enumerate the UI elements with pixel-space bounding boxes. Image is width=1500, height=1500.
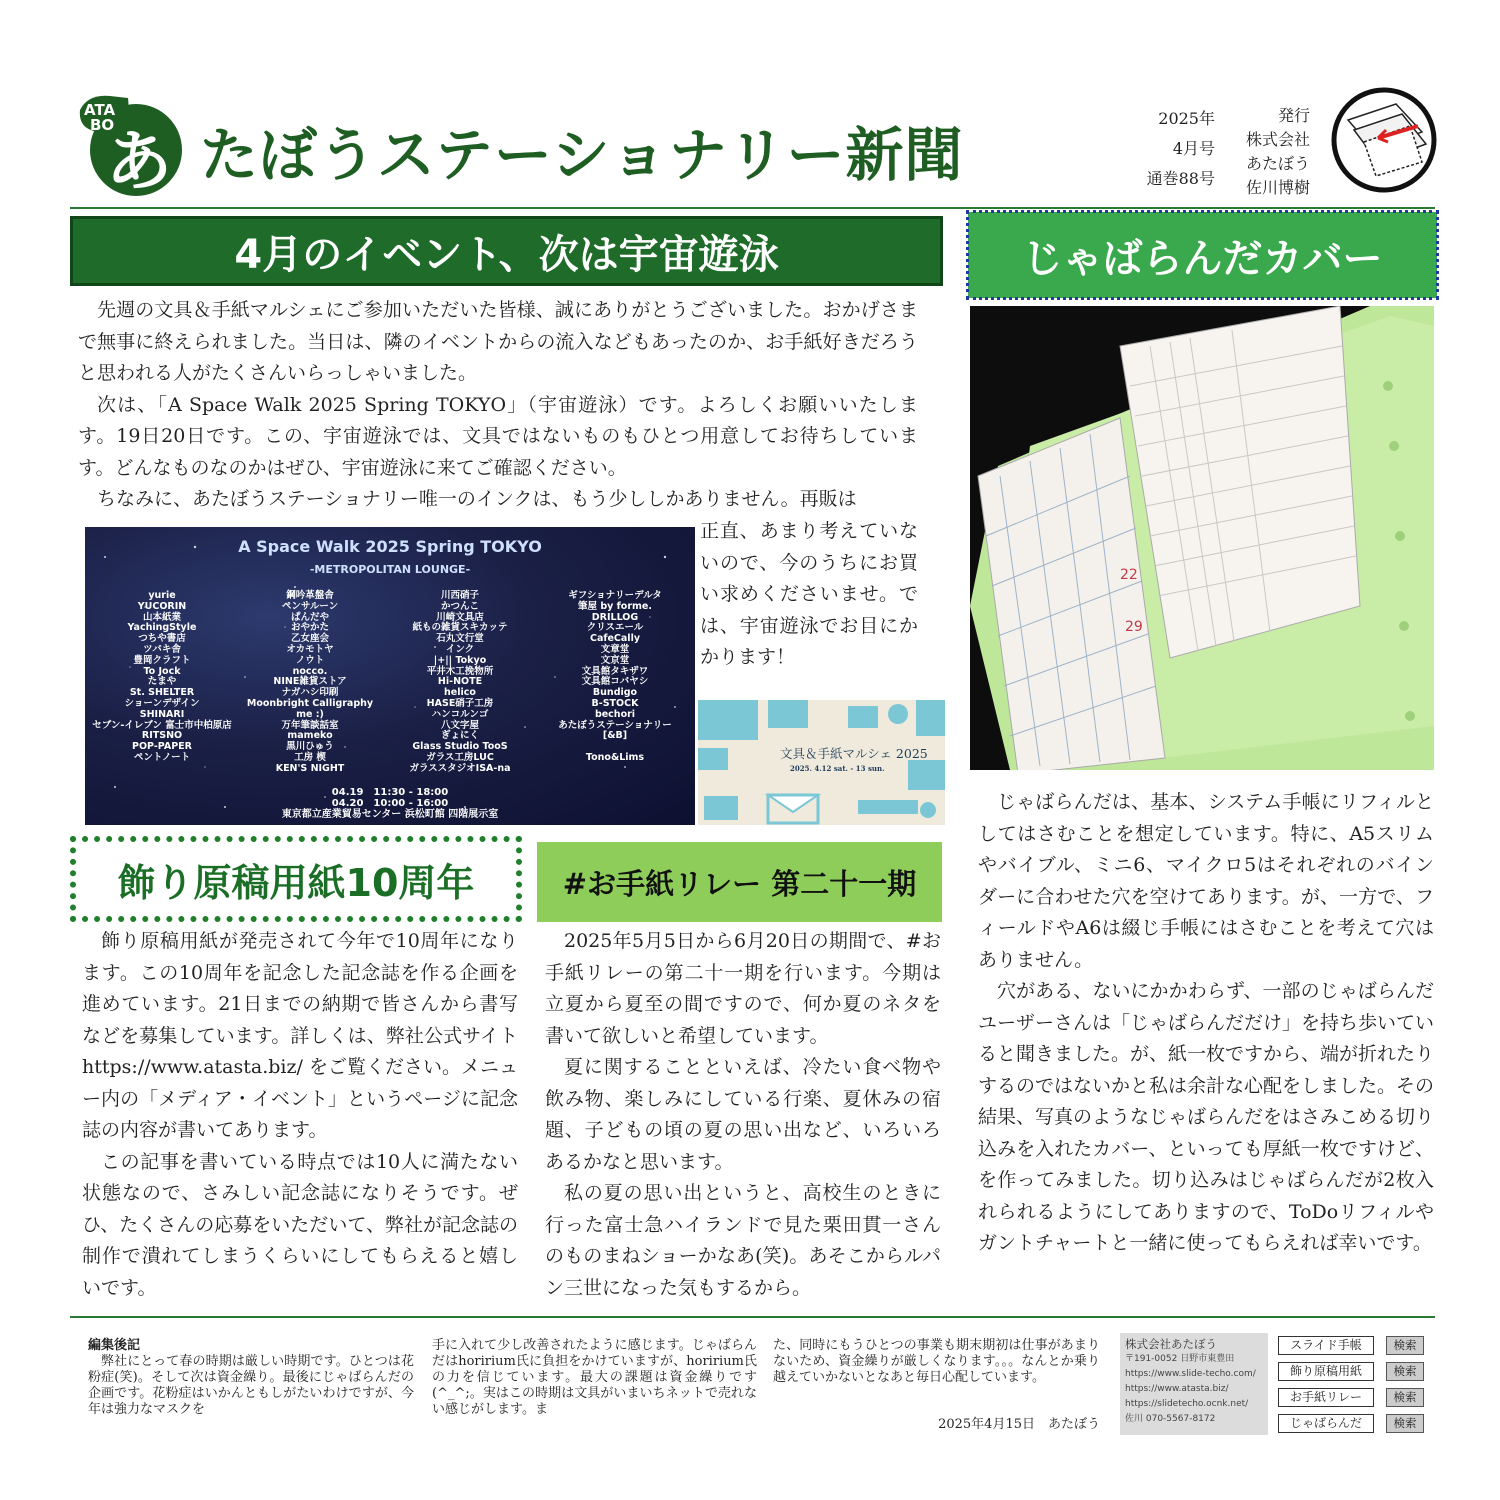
list-item: POP-PAPER bbox=[132, 741, 192, 753]
atabo-logo bbox=[70, 88, 192, 200]
contact-url-slide-techo[interactable]: https://www.slide-techo.com/ bbox=[1125, 1369, 1256, 1379]
search-keywords bbox=[1278, 1335, 1438, 1439]
issue-info bbox=[1125, 104, 1215, 194]
list-item: あたぼうステーショナリー bbox=[558, 719, 672, 731]
event-paragraph-1: 先週の文具＆手紙マルシェにご参加いただいた皆様、誠にありがとうございました。おかげさまで無事に終えられました。当日は、隣のイベントからの流入などもあったのか、お手紙好きだろうと思われる人がたくさんいらっしゃいました。 bbox=[78, 299, 918, 384]
list-item: つちや書店 bbox=[138, 633, 186, 645]
marche-illustration bbox=[698, 700, 945, 825]
list-item: Tono&Lims bbox=[585, 751, 645, 763]
publisher-company-type: 株式会社 bbox=[1245, 130, 1310, 149]
contact-company: 株式会社あたぼう bbox=[1125, 1337, 1217, 1351]
list-item: ペンサルーン bbox=[281, 600, 339, 612]
issue-year: 2025年 bbox=[1158, 109, 1215, 128]
search-term-box[interactable]: 飾り原稿用紙 bbox=[1278, 1362, 1374, 1381]
list-item: インク bbox=[445, 643, 475, 655]
anniversary-heading: 飾り原稿用紙10周年 bbox=[70, 836, 522, 922]
list-item: ガラススタジオISA-na bbox=[409, 762, 511, 774]
list-item: セブン-イレブン 富士市中柏原店 bbox=[92, 719, 232, 731]
exhibitor-column-4 bbox=[535, 591, 695, 764]
list-item: To Jock bbox=[143, 665, 181, 677]
marche-card bbox=[698, 700, 945, 825]
search-button[interactable]: 検索 bbox=[1386, 1414, 1424, 1433]
list-item: たまや bbox=[147, 676, 177, 688]
list-item: SHINARI bbox=[139, 708, 185, 720]
list-item: 文具館タキザワ bbox=[581, 665, 649, 677]
bottom-rule bbox=[70, 1316, 1435, 1318]
list-item: 豊岡クラフト bbox=[133, 654, 191, 666]
event-paragraph-3: ちなみに、あたぼうステーショナリー唯一のインクは、もう少ししかありません。再販は bbox=[97, 488, 857, 510]
event-heading: 4月のイベント、次は宇宙遊泳 bbox=[70, 216, 943, 286]
search-row bbox=[1278, 1335, 1438, 1355]
list-item: 乙女座会 bbox=[290, 633, 329, 645]
list-item: 文京堂 bbox=[600, 654, 630, 666]
list-item: ツバキ舎 bbox=[143, 643, 181, 655]
list-item: クリスエール bbox=[586, 622, 644, 634]
cover-paragraph-2: 穴がある、ないにかかわらず、一部のじゃばらんだユーザーさんは「じゃばらんだだけ」を持ち歩いていると聞きました。が、紙一枚ですから、端が折れたりするのではないかと私は余計な心配をしました。その結果、写真のようなじゃばらんだをはさみこめる切り込みを入れたカバー、といっても厚紙一枚ですけど、を作ってみました。切り込みはじゃばらんだが2枚入れられるようにしてありますので、ToDoリフィルやガントチャートと一緒に使ってもらえれば幸いです。 bbox=[978, 980, 1435, 1254]
poster-title: A Space Walk 2025 Spring TOKYO bbox=[238, 537, 542, 556]
search-button[interactable]: 検索 bbox=[1386, 1388, 1424, 1407]
exhibitor-column-3 bbox=[385, 591, 535, 775]
list-item: Bundigo bbox=[592, 687, 638, 699]
afterword-column-1 bbox=[88, 1338, 414, 1418]
list-item: 文具館コバヤシ bbox=[581, 676, 649, 688]
list-item: YachingStyle bbox=[127, 622, 197, 634]
list-item: Hi-NOTE bbox=[437, 676, 483, 688]
list-item: RITSNO bbox=[141, 730, 183, 742]
anniversary-paragraph-2: この記事を書いている時点では10人に満たない状態なので、さみしい記念誌になりそうです。ぜひ、たくさんの応募をいただいて、弊社が記念誌の制作で潰れてしまうくらいにしてもらえると嬉しいです。 bbox=[82, 1150, 518, 1299]
publisher-info bbox=[1225, 104, 1310, 200]
list-item: おやかた bbox=[290, 622, 329, 634]
svg-text:ATA: ATA bbox=[84, 101, 116, 119]
list-item: 石丸文行堂 bbox=[436, 633, 484, 645]
anniversary-article bbox=[82, 926, 518, 1304]
afterword-text-3: た、同時にもうひとつの事業も期末期初は仕事があまりないため、資金繰りが厳しくなります。。。なんとか乗り越えていかないとなあと毎日心配しています。 bbox=[773, 1338, 1100, 1385]
list-item: 川崎文具店 bbox=[436, 611, 484, 623]
relay-article bbox=[545, 926, 941, 1304]
jabaranda-cover-photo bbox=[970, 306, 1434, 770]
list-item: ぎょにく bbox=[440, 730, 479, 742]
svg-text:BO: BO bbox=[90, 116, 115, 134]
list-item: 万年筆談話室 bbox=[281, 719, 339, 731]
list-item: 山本紙業 bbox=[142, 611, 181, 623]
list-item: |+|| Tokyo bbox=[433, 654, 487, 666]
slide-techo-icon bbox=[1330, 86, 1438, 194]
list-item: ノウト bbox=[295, 654, 325, 666]
list-item: NINE雑貨ストア bbox=[273, 676, 347, 688]
poster-subtitle: -METROPOLITAN LOUNGE- bbox=[309, 563, 471, 576]
list-item: かつんこ bbox=[440, 600, 479, 612]
svg-text:22: 22 bbox=[1120, 567, 1138, 583]
list-item: CafeCally bbox=[589, 633, 641, 645]
list-item: ギフショナリーデルタ bbox=[568, 590, 662, 601]
newspaper-title: たぼうステーショナリー新聞 bbox=[200, 121, 964, 189]
list-item: yurie bbox=[148, 590, 176, 601]
list-item: nocco. bbox=[292, 665, 328, 677]
list-item: Glass Studio TooS bbox=[412, 741, 508, 753]
search-button[interactable]: 検索 bbox=[1386, 1336, 1424, 1355]
contact-url-atasta[interactable]: https://www.atasta.biz/ bbox=[1125, 1384, 1229, 1394]
list-item: 文章堂 bbox=[600, 643, 630, 655]
anniversary-paragraph-1: 飾り原稿用紙が発売されて今年で10周年になります。この10周年を記念した記念誌を作る企画を進めています。21日までの納期で皆さんから書写などを募集しています。詳しくは、弊社公式サイト https://www.atasta.biz/ をご覧ください。メニュー内の「メディア・イベント」というページに記念誌の内容が書いてあります。 bbox=[82, 930, 518, 1141]
list-item: 04.19 11:30 - 18:00 bbox=[331, 787, 449, 798]
list-item: 東京都立産業貿易センター 浜松町館 四階展示室 bbox=[281, 809, 499, 820]
search-button[interactable]: 検索 bbox=[1386, 1362, 1424, 1381]
list-item: 筆屋 by forme. bbox=[578, 600, 652, 612]
list-item: 黒川ひゅう bbox=[286, 741, 334, 753]
contact-address: 〒191-0052 日野市東豊田 bbox=[1125, 1354, 1235, 1364]
list-item: ガラス工房LUC bbox=[426, 751, 494, 763]
exhibitor-column-1 bbox=[87, 591, 237, 764]
publisher-label: 発行 bbox=[1277, 106, 1310, 125]
publisher-company: あたぼう bbox=[1245, 154, 1310, 173]
list-item: KEN'S NIGHT bbox=[275, 762, 345, 774]
marche-title: 文具＆手紙マルシェ 2025 bbox=[780, 746, 928, 761]
list-item: 平井木工挽物所 bbox=[426, 665, 494, 677]
cover-article bbox=[978, 787, 1434, 1260]
list-item: 鋼吟革盤舎 bbox=[286, 590, 334, 601]
search-term-box[interactable]: じゃばらんだ bbox=[1278, 1414, 1374, 1433]
issue-number: 通巻88号 bbox=[1146, 169, 1215, 188]
list-item: helico bbox=[444, 687, 476, 699]
list-item: オカモトヤ bbox=[286, 643, 334, 655]
contact-url-shop[interactable]: https://slidetecho.ocnk.net/ bbox=[1125, 1399, 1249, 1409]
marche-date: 2025. 4.12 sat. - 13 sun. bbox=[790, 764, 885, 773]
afterword-title: 編集後記 bbox=[88, 1338, 141, 1353]
list-item: 八文字屋 bbox=[440, 719, 479, 731]
list-item: me :) bbox=[296, 708, 324, 720]
afterword-text-2: 手に入れて少し改善されたように感じます。じゃばらんだはhoririum氏に負担をかけていますが、horirium氏の力を信じています。最大の課題は資金繰りです(^_^;。実はこの時期は文具がいまいちネットで売れない感じがします。ま bbox=[432, 1338, 757, 1417]
list-item: Moonbright Calligraphy bbox=[246, 697, 374, 709]
relay-paragraph-1: 2025年5月5日から6月20日の期間で、#お手紙リレーの第二十一期を行います。今期は立夏から夏至の間ですので、何か夏のネタを書いて欲しいと希望しています。 bbox=[545, 930, 941, 1047]
afterword-date: 2025年4月15日 あたぼう bbox=[938, 1417, 1100, 1432]
poster-dates bbox=[85, 787, 695, 820]
list-item: B-STOCK bbox=[591, 697, 639, 709]
relay-paragraph-2: 夏に関することといえば、冷たい食べ物や飲み物、楽しみにしている行楽、夏休みの宿題、子どもの頃の夏の思い出など、いろいろあるかなと思います。 bbox=[545, 1056, 941, 1173]
search-term-box[interactable]: スライド手帳 bbox=[1278, 1336, 1374, 1355]
list-item: ペントノート bbox=[133, 751, 191, 763]
list-item: 紙もの雑貨スキカッテ bbox=[412, 622, 508, 634]
svg-text:29: 29 bbox=[1125, 619, 1143, 635]
relay-paragraph-3: 私の夏の思い出というと、高校生のときに行った富士急ハイランドで見た栗田貫一さんのものまねショーかなあ(笑)。あそこからルパン三世になった気もするから。 bbox=[545, 1182, 941, 1299]
list-item: HASE硝子工房 bbox=[426, 697, 494, 709]
list-item: 04.20 10:00 - 16:00 bbox=[331, 798, 449, 809]
list-item: [&B] bbox=[602, 730, 628, 742]
search-row bbox=[1278, 1361, 1438, 1381]
list-item: DRILLOG bbox=[591, 611, 639, 623]
top-rule bbox=[70, 207, 1435, 209]
cover-heading: じゃばらんだカバー bbox=[968, 212, 1437, 298]
issue-month: 4月号 bbox=[1172, 139, 1215, 158]
list-item: ショーンデザイン bbox=[124, 697, 200, 709]
list-item: 川西硝子 bbox=[440, 590, 479, 601]
relay-heading: #お手紙リレー 第二十一期 bbox=[537, 842, 942, 922]
list-item: YUCORIN bbox=[137, 600, 187, 612]
search-row bbox=[1278, 1413, 1438, 1433]
logo-glyph: あ bbox=[106, 123, 172, 200]
list-item: ぱんだや bbox=[290, 611, 329, 623]
contact-phone: 佐川 070-5567-8172 bbox=[1125, 1414, 1216, 1424]
list-item: 工房 楔 bbox=[294, 751, 326, 763]
search-row bbox=[1278, 1387, 1438, 1407]
list-item: ハンコルンゴ bbox=[431, 708, 489, 720]
search-term-box[interactable]: お手紙リレー bbox=[1278, 1388, 1374, 1407]
list-item: bechori bbox=[594, 708, 636, 720]
cover-paragraph-1: じゃばらんだは、基本、システム手帳にリフィルとしてはさむことを想定しています。特に、A5スリムやバイブル、ミニ6、マイクロ5はそれぞれのバインダーに合わせた穴を空けてあります。が、一方で、フィールドやA6は綴じ手帳にはさむことを考えて穴はありません。 bbox=[978, 791, 1434, 971]
event-article bbox=[78, 295, 918, 516]
publisher-name: 佐川博樹 bbox=[1245, 178, 1310, 197]
contact-box bbox=[1120, 1333, 1268, 1435]
space-walk-poster bbox=[85, 527, 695, 825]
list-item: ナガハシ印刷 bbox=[281, 687, 339, 699]
exhibitor-column-2 bbox=[235, 591, 385, 775]
event-paragraph-3-continued: 正直、あまり考えていないので、今のうちにお買い求めくださいませ。では、宇宙遊泳でお目にかかります！ bbox=[700, 520, 918, 668]
afterword-text-1: 弊社にとって春の時期は厳しい時期です。ひとつは花粉症(笑)。そして次は資金繰り。最後にじゃばらんだの企画です。花粉症はいかんともしがたいわけですが、今年は強力なマスクを bbox=[88, 1354, 414, 1417]
event-paragraph-2: 次は、「A Space Walk 2025 Spring TOKYO」（宇宙遊泳）です。よろしくお願いいたします。19日20日です。この、宇宙遊泳では、文具ではないものもひとつ用意してお待ちしています。どんなものなのかはぜひ、宇宙遊泳に来てご確認ください。 bbox=[78, 393, 918, 479]
list-item: St. SHELTER bbox=[129, 687, 195, 699]
list-item: mameko bbox=[287, 730, 333, 742]
